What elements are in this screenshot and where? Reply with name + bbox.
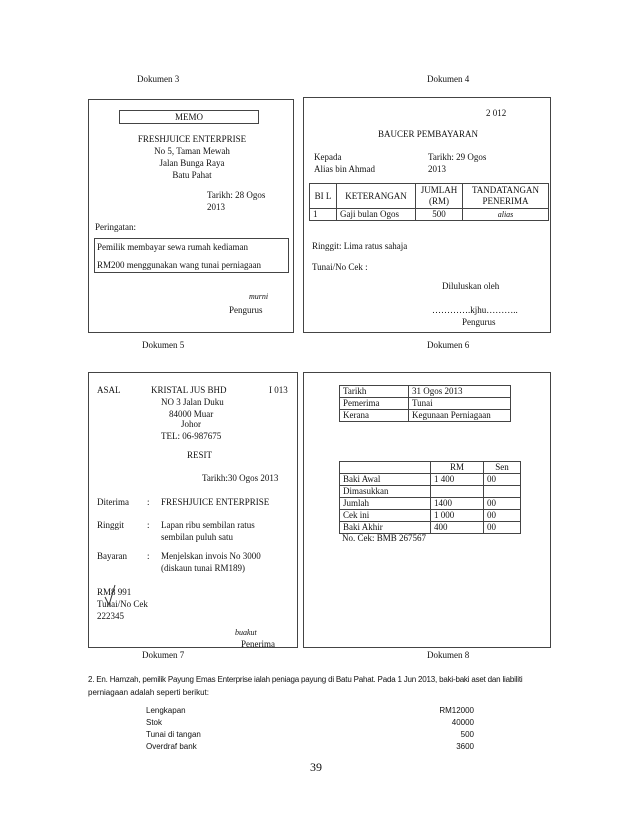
cek-row-label: Baki Akhir (340, 522, 431, 534)
baucer-document (303, 97, 551, 333)
resit-colon-3: : (147, 551, 150, 561)
memo-line-1: Pemilik membayar sewa rumah kediaman (97, 242, 248, 252)
cek-row-rm: 1 000 (431, 510, 484, 522)
resit-address-1: NO 3 Jalan Duku (161, 397, 224, 407)
cek-row-sen (484, 486, 521, 498)
cek-row-rm: 400 (431, 522, 484, 534)
cek-info-value: Tunai (409, 398, 511, 410)
cek-row-sen: 00 (484, 474, 521, 486)
baucer-signer: Pengurus (462, 317, 496, 327)
cek-balance-table (339, 461, 521, 534)
resit-colon-1: : (147, 497, 150, 507)
resit-signer: Penerima (241, 639, 275, 649)
memo-company: FRESHJUICE ENTERPRISE (137, 134, 247, 144)
memo-date-line-2: 2013 (207, 202, 225, 212)
cek-row-rm: 1400 (431, 498, 484, 510)
resit-tunai: Tunai/No Cek (97, 599, 148, 609)
resit-asal: ASAL (97, 385, 121, 395)
item-name: Lengkapan (146, 706, 186, 715)
cek-row-rm (431, 486, 484, 498)
memo-address-3: Batu Pahat (172, 170, 212, 180)
cek-info-label: Kerana (340, 410, 409, 422)
baucer-tarikh-line-1: Tarikh: 29 Ogos (428, 152, 487, 162)
label-dokumen-4: Dokumen 4 (427, 74, 470, 84)
memo-title: MEMO (119, 110, 259, 124)
memo-signer: Pengurus (229, 305, 263, 315)
resit-ringgit-value-1: Lapan ribu sembilan ratus (161, 520, 255, 530)
baucer-diluluskan: Diluluskan oleh (442, 281, 500, 291)
baucer-tunai: Tunai/No Cek : (312, 262, 368, 272)
cek-number: No. Cek: BMB 267567 (342, 533, 427, 543)
cek-row-sen: 00 (484, 510, 521, 522)
page-number: 39 (310, 760, 322, 774)
resit-document (88, 372, 298, 648)
cek-row-label: Cek ini (340, 510, 431, 522)
memo-message-box (94, 238, 289, 273)
item-name: Overdraf bank (146, 742, 197, 751)
memo-address-1: No 5, Taman Mewah (154, 146, 230, 156)
resit-tel: TEL: 06-987675 (161, 431, 222, 441)
resit-address-3: Johor (181, 419, 201, 429)
baucer-row-keterangan: Gaji bulan Ogos (337, 209, 416, 221)
item-value: 3600 (456, 742, 474, 751)
label-dokumen-7: Dokumen 7 (142, 650, 185, 660)
item-value: RM12000 (439, 706, 474, 715)
cek-row-label: Baki Awal (340, 474, 431, 486)
resit-title: RESIT (187, 450, 213, 460)
item-name: Tunai di tangan (146, 730, 201, 739)
resit-bayaran-value-2: (diskaun tunai RM189) (161, 563, 245, 573)
baucer-header-keterangan: KETERANGAN (337, 184, 416, 209)
resit-diterima-label: Diterima (97, 497, 129, 507)
cek-header-blank (340, 462, 431, 474)
baucer-table (309, 183, 549, 221)
label-dokumen-5: Dokumen 5 (142, 340, 185, 350)
cek-row-sen: 00 (484, 522, 521, 534)
resit-ringgit-value-2: sembilan puluh satu (161, 532, 233, 542)
cek-row-label: Jumlah (340, 498, 431, 510)
baucer-header-jumlah: JUMLAH (RM) (416, 184, 463, 209)
cek-info-label: Tarikh (340, 386, 409, 398)
resit-bayaran-value-1: Menjelskan invois No 3000 (161, 551, 261, 561)
resit-tarikh: Tarikh:30 Ogos 2013 (202, 473, 279, 483)
cek-row-label: Dimasukkan (340, 486, 431, 498)
label-dokumen-8: Dokumen 8 (427, 650, 470, 660)
label-dokumen-6: Dokumen 6 (427, 340, 470, 350)
memo-date-line-1: Tarikh: 28 Ogos (207, 190, 266, 200)
resit-bayaran-label: Bayaran (97, 551, 127, 561)
baucer-row-jumlah: 500 (416, 209, 463, 221)
question-line-1: 2. En. Hamzah, pemilik Payung Emas Enterprise ialah peniaga payung di Batu Pahat. Pada 1 Jun 2013, baki-baki aset dan liabiliti (88, 675, 523, 684)
baucer-number: 2 012 (486, 108, 507, 118)
resit-number: I 013 (269, 385, 288, 395)
cek-row-rm: 1 400 (431, 474, 484, 486)
label-dokumen-3: Dokumen 3 (137, 74, 180, 84)
resit-ringgit-label: Ringgit (97, 520, 125, 530)
resit-cek-no: 222345 (97, 611, 124, 621)
cek-row-sen: 00 (484, 498, 521, 510)
baucer-tarikh-line-2: 2013 (428, 164, 446, 174)
resit-address-2: 84000 Muar (169, 409, 214, 419)
baucer-header-tandatangan: TANDATANGAN PENERIMA (463, 184, 549, 209)
memo-document (88, 99, 294, 333)
cek-header-rm: RM (431, 462, 484, 474)
baucer-kepada-name: Alias bin Ahmad (314, 164, 375, 174)
resit-colon-2: : (147, 520, 150, 530)
question-line-2: perniagaan adalah seperti berikut: (88, 688, 209, 697)
item-name: Stok (146, 718, 163, 727)
baucer-title: BAUCER PEMBAYARAN (378, 129, 478, 139)
baucer-header-bil: BI L (310, 184, 337, 209)
cek-info-value: 31 Ogos 2013 (409, 386, 511, 398)
resit-diterima-value: FRESHJUICE ENTERPRISE (161, 497, 270, 507)
baucer-ringgit: Ringgit: Lima ratus sahaja (312, 241, 408, 251)
memo-line-2: RM200 menggunakan wang tunai perniagaan (97, 260, 261, 270)
resit-amount: RM8 991 (97, 587, 132, 597)
baucer-row-signature: alias (463, 209, 549, 221)
cek-header-sen: Sen (484, 462, 521, 474)
cek-info-value: Kegunaan Perniagaan (409, 410, 511, 422)
memo-address-2: Jalan Bunga Raya (159, 158, 225, 168)
memo-peringatan: Peringatan: (95, 222, 136, 232)
memo-signature: murni (249, 292, 269, 301)
cek-document (303, 372, 551, 648)
cek-info-table (339, 385, 511, 422)
baucer-kepada-label: Kepada (314, 152, 342, 162)
resit-signature: buakut (235, 628, 257, 637)
baucer-row-bil: 1 (310, 209, 337, 221)
item-value: 500 (460, 730, 474, 739)
item-value: 40000 (451, 718, 474, 727)
baucer-sign-line: ………….kjhu……….. (432, 305, 518, 315)
resit-company: KRISTAL JUS BHD (151, 385, 227, 395)
resit-check-mark (103, 583, 117, 607)
cek-info-label: Pemerima (340, 398, 409, 410)
